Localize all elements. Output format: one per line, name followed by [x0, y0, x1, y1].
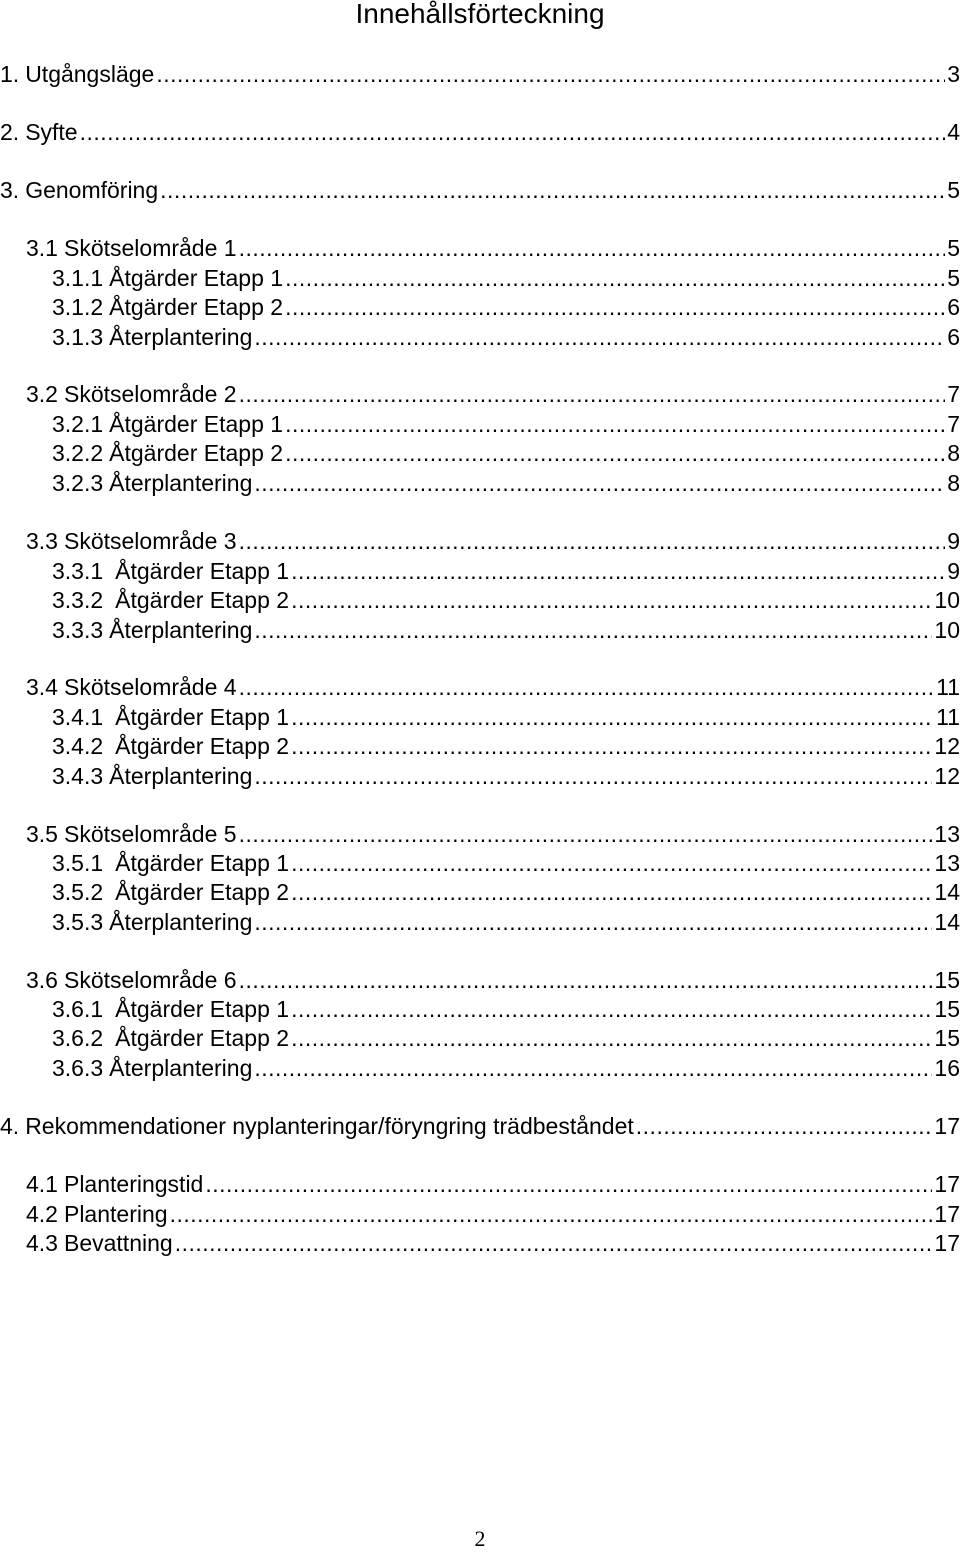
- toc-entry-number: 3.1.1: [52, 265, 104, 291]
- toc-entry-label: Rekommendationer nyplanteringar/föryngring trädbeståndet: [25, 1113, 634, 1139]
- toc-entry-number: 3.6.1: [52, 996, 104, 1022]
- dot-leader: [254, 908, 932, 936]
- dot-leader: [239, 820, 933, 848]
- toc-entry-number: 3.2.3: [52, 470, 104, 496]
- toc-entry-label: Skötselområde 5: [63, 821, 237, 847]
- toc-entry-title: [52, 908, 252, 936]
- toc-entry-page: 17: [934, 1171, 960, 1197]
- toc-entry-label: Återplantering: [109, 617, 253, 643]
- dot-leader: [285, 264, 945, 292]
- toc-entry-label: Planteringstid: [63, 1171, 204, 1197]
- dot-leader: [254, 1054, 932, 1082]
- toc-entry-title: [52, 1054, 252, 1082]
- toc-entry-label: Åtgärder Etapp 2: [115, 879, 290, 905]
- toc-entry-title: [52, 293, 283, 321]
- toc-entry-title: [52, 616, 252, 644]
- page-number: 2: [474, 1526, 486, 1551]
- toc-entry-label: Åtgärder Etapp 2: [115, 587, 290, 613]
- dot-leader: [285, 410, 945, 438]
- toc-entry-title: [52, 586, 289, 614]
- dot-leader: [291, 732, 932, 760]
- toc-entry-title: [26, 234, 237, 262]
- toc-entry[interactable]: [52, 703, 960, 731]
- toc-entry-number: 3.2.1: [52, 411, 104, 437]
- toc-entry-number: 3.2: [26, 381, 58, 407]
- toc-entry-label: Åtgärder Etapp 1: [115, 704, 290, 730]
- toc-entry[interactable]: [0, 176, 960, 204]
- toc-entry-page: 10: [934, 617, 960, 643]
- toc-entry-label: Skötselområde 1: [63, 235, 237, 261]
- toc-entry-title: [52, 323, 252, 351]
- dot-leader: [239, 527, 946, 555]
- toc-entry-number: 3.3.1: [52, 558, 104, 584]
- toc-entry-title: [0, 60, 154, 88]
- toc-entry-title: [52, 732, 289, 760]
- toc-entry[interactable]: [52, 878, 960, 906]
- toc-entry-number: 3.6.2: [52, 1025, 104, 1051]
- dot-leader: [636, 1112, 933, 1140]
- dot-leader: [239, 234, 946, 262]
- toc-entry-page: 5: [947, 265, 960, 291]
- toc-entry-label: Återplantering: [109, 909, 253, 935]
- toc-entry-page: 17: [934, 1113, 960, 1139]
- dot-leader: [291, 995, 932, 1023]
- toc-entry-label: Skötselområde 2: [63, 381, 237, 407]
- toc-entry-title: [52, 410, 283, 438]
- toc-entry[interactable]: [52, 293, 960, 321]
- page-title: Innehållsförteckning: [355, 0, 605, 29]
- dot-leader: [291, 878, 932, 906]
- dot-leader: [239, 673, 935, 701]
- toc-entry-number: 3.2.2: [52, 440, 104, 466]
- toc-entry[interactable]: [52, 616, 960, 644]
- toc-entry-number: 3.1.3: [52, 324, 104, 350]
- toc-entry-label: Återplantering: [109, 763, 253, 789]
- toc-entry-title: [52, 469, 252, 497]
- toc-entry-page: 9: [947, 558, 960, 584]
- dot-leader: [285, 293, 945, 321]
- toc-entry-label: Åtgärder Etapp 1: [115, 558, 290, 584]
- toc-entry-number: 3.6: [26, 967, 58, 993]
- toc-entry-page: 15: [934, 1025, 960, 1051]
- toc-entry-label: Återplantering: [109, 1055, 253, 1081]
- toc-entry-page: 8: [947, 470, 960, 496]
- toc-entry-label: Åtgärder Etapp 2: [115, 1025, 290, 1051]
- toc-entry-title: [26, 1170, 203, 1198]
- dot-leader: [239, 380, 946, 408]
- toc-entry-label: Åtgärder Etapp 1: [115, 850, 290, 876]
- toc-entry[interactable]: [52, 849, 960, 877]
- dot-leader: [291, 557, 945, 585]
- toc-entry-title: [52, 557, 289, 585]
- toc-entry[interactable]: [26, 966, 960, 994]
- toc-entry-title: [52, 762, 252, 790]
- toc-entry[interactable]: [52, 732, 960, 760]
- toc-entry-page: 17: [934, 1230, 960, 1256]
- dot-leader: [285, 439, 945, 467]
- toc-entry[interactable]: [52, 264, 960, 292]
- toc-entry-label: Bevattning: [63, 1230, 173, 1256]
- toc-entry-page: 9: [947, 528, 960, 554]
- toc-entry-title: [52, 1024, 289, 1052]
- toc-entry[interactable]: [0, 60, 960, 88]
- toc-entry[interactable]: [52, 1054, 960, 1082]
- toc-entry-page: 13: [934, 850, 960, 876]
- toc-entry-number: 3.6.3: [52, 1055, 104, 1081]
- toc-entry-number: 3.: [0, 177, 20, 203]
- dot-leader: [80, 118, 946, 146]
- toc-entry-label: Åtgärder Etapp 2: [109, 294, 284, 320]
- dot-leader: [205, 1170, 932, 1198]
- toc-entry[interactable]: [52, 995, 960, 1023]
- toc-entry-title: [52, 703, 289, 731]
- toc-entry-label: Skötselområde 6: [63, 967, 237, 993]
- toc-entry-label: Åtgärder Etapp 1: [115, 996, 290, 1022]
- toc-entry[interactable]: [52, 1024, 960, 1052]
- toc-entry[interactable]: [26, 1170, 960, 1198]
- toc-entry-page: 12: [934, 733, 960, 759]
- toc-entry-label: Skötselområde 3: [63, 528, 237, 554]
- toc-entry-number: 4.: [0, 1113, 20, 1139]
- toc-entry-number: 3.5.2: [52, 879, 104, 905]
- toc-entry-title: [26, 527, 237, 555]
- toc-entry-title: [26, 380, 237, 408]
- toc-entry-page: 12: [934, 763, 960, 789]
- toc-entry-label: Återplantering: [109, 470, 253, 496]
- toc-entry-number: 3.4: [26, 674, 58, 700]
- toc-entry[interactable]: [52, 323, 960, 351]
- toc-entry-title: [26, 1229, 173, 1257]
- toc-entry-page: 10: [934, 587, 960, 613]
- toc-entry-label: Återplantering: [109, 324, 253, 350]
- toc-entry-number: 1.: [0, 61, 20, 87]
- toc-entry[interactable]: [26, 1229, 960, 1257]
- toc-entry-title: [26, 1200, 168, 1228]
- toc-entry-number: 4.1: [26, 1171, 58, 1197]
- toc-entry-title: [26, 820, 237, 848]
- toc-entry-number: 3.4.1: [52, 704, 104, 730]
- toc-entry-label: Åtgärder Etapp 1: [109, 411, 284, 437]
- toc-entry-title: [26, 673, 237, 701]
- toc-entry-label: Plantering: [63, 1201, 168, 1227]
- toc-entry-page: 15: [934, 996, 960, 1022]
- toc-entry[interactable]: [52, 410, 960, 438]
- toc-entry-page: 11: [936, 704, 960, 730]
- toc-entry-number: 3.3.2: [52, 587, 104, 613]
- dot-leader: [175, 1229, 933, 1257]
- toc-entry-title: [0, 118, 78, 146]
- toc-entry-title: [0, 176, 158, 204]
- toc-entry[interactable]: [52, 469, 960, 497]
- toc-entry-label: Åtgärder Etapp 2: [115, 733, 290, 759]
- toc-entry-page: 14: [934, 909, 960, 935]
- toc-entry[interactable]: [0, 118, 960, 146]
- toc-entry-number: 3.1: [26, 235, 58, 261]
- dot-leader: [291, 849, 932, 877]
- toc-entry[interactable]: [52, 439, 960, 467]
- toc-entry-page: 16: [934, 1055, 960, 1081]
- toc-entry-label: Genomföring: [25, 177, 159, 203]
- dot-leader: [254, 469, 945, 497]
- toc-entry[interactable]: [26, 673, 960, 701]
- toc-entry-title: [26, 966, 237, 994]
- toc-entry-page: 5: [947, 235, 960, 261]
- toc-entry-number: 2.: [0, 119, 20, 145]
- dot-leader: [291, 703, 934, 731]
- toc-entry-page: 8: [947, 440, 960, 466]
- toc-entry-number: 3.3: [26, 528, 58, 554]
- toc-entry-label: Skötselområde 4: [63, 674, 237, 700]
- toc-entry-page: 4: [947, 119, 960, 145]
- toc-entry-title: [52, 264, 283, 292]
- toc-entry-page: 5: [947, 177, 960, 203]
- toc-entry-title: [0, 1112, 634, 1140]
- toc-entry-title: [52, 995, 289, 1023]
- dot-leader: [156, 60, 945, 88]
- dot-leader: [254, 616, 932, 644]
- toc-entry-page: 15: [934, 967, 960, 993]
- toc-entry[interactable]: [26, 1200, 960, 1228]
- toc-entry[interactable]: [26, 234, 960, 262]
- toc-entry-label: Åtgärder Etapp 1: [109, 265, 284, 291]
- toc-entry-page: 17: [934, 1201, 960, 1227]
- toc-entry[interactable]: [26, 527, 960, 555]
- toc-entry-number: 3.5.3: [52, 909, 104, 935]
- toc-entry-title: [52, 878, 289, 906]
- toc-entry-number: 3.4.3: [52, 763, 104, 789]
- toc-entry[interactable]: [26, 820, 960, 848]
- toc-entry-number: 3.4.2: [52, 733, 104, 759]
- toc-entry[interactable]: [52, 557, 960, 585]
- toc-entry[interactable]: [52, 586, 960, 614]
- toc-entry-page: 7: [947, 411, 960, 437]
- toc-entry-number: 4.2: [26, 1201, 58, 1227]
- toc-entry-number: 3.3.3: [52, 617, 104, 643]
- toc-entry-page: 11: [936, 674, 960, 700]
- toc-entry-number: 3.5.1: [52, 850, 104, 876]
- toc-entry-page: 6: [947, 324, 960, 350]
- toc-entry-number: 3.1.2: [52, 294, 104, 320]
- toc-entry-title: [52, 849, 289, 877]
- dot-leader: [254, 323, 945, 351]
- dot-leader: [170, 1200, 933, 1228]
- dot-leader: [160, 176, 945, 204]
- toc-entry[interactable]: [0, 1112, 960, 1140]
- toc-entry-page: 6: [947, 294, 960, 320]
- toc-entry-title: [52, 439, 283, 467]
- toc-entry[interactable]: [52, 908, 960, 936]
- dot-leader: [239, 966, 933, 994]
- toc-entry-page: 3: [947, 61, 960, 87]
- dot-leader: [291, 586, 932, 614]
- dot-leader: [291, 1024, 932, 1052]
- toc-entry-page: 7: [947, 381, 960, 407]
- toc-entry-label: Syfte: [25, 119, 78, 145]
- dot-leader: [254, 762, 932, 790]
- toc-entry-number: 3.5: [26, 821, 58, 847]
- toc-entry-page: 13: [934, 821, 960, 847]
- toc-entry-number: 4.3: [26, 1230, 58, 1256]
- toc-entry[interactable]: [26, 380, 960, 408]
- toc-entry-page: 14: [934, 879, 960, 905]
- toc-entry-label: Utgångsläge: [25, 61, 155, 87]
- toc-entry-label: Åtgärder Etapp 2: [109, 440, 284, 466]
- toc-entry[interactable]: [52, 762, 960, 790]
